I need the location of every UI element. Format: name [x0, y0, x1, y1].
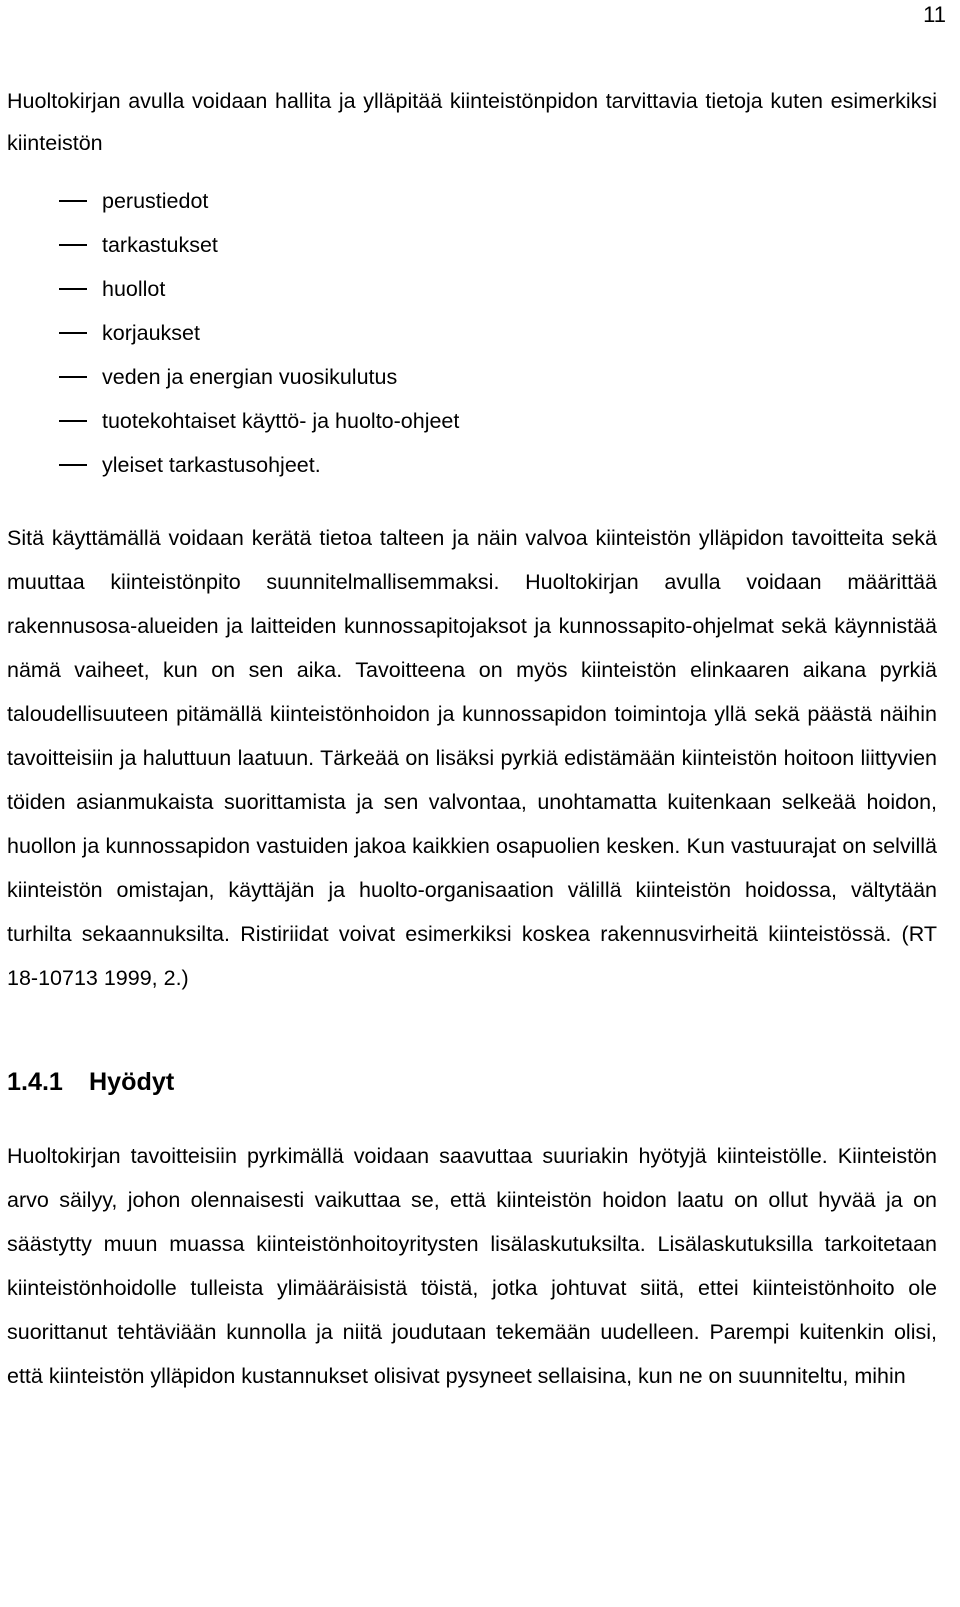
list-item: huollot [7, 267, 937, 311]
dash-bullet-icon [59, 244, 87, 246]
list-item: perustiedot [7, 179, 937, 223]
section-heading [7, 1062, 937, 1102]
dash-bullet-icon [59, 288, 87, 290]
list-item: yleiset tarkastusohjeet. [7, 443, 937, 487]
dash-bullet-icon [59, 200, 87, 202]
list-item: korjaukset [7, 311, 937, 355]
dash-bullet-icon [59, 376, 87, 378]
list-item: veden ja energian vuosikulutus [7, 355, 937, 399]
section-title: Hyödyt [89, 1068, 175, 1096]
page-number: 11 [923, 2, 946, 27]
dash-bullet-icon [59, 464, 87, 466]
section-number: 1.4.1 [7, 1068, 63, 1096]
bullet-list [7, 179, 937, 487]
body-paragraph-2: Huoltokirjan tavoitteisiin pyrkimällä voidaan saavuttaa suuriakin hyötyjä kiinteistölle. Kiinteistön arvo säilyy, johon olennaisesti vaikuttaa se, että kiinteistön hoidon laatu on ollut hyvää ja on säästytty muun muassa kiinteistönhoitoyritysten lisälaskutuksilta. Lisälaskutuksilla tarkoitetaan kiinteistönhoidolle tulleista ylimääräisistä töistä, jotka johtuvat siitä, ettei kiinteistönhoito ole suorittanut tehtäviään kunnolla ja niitä joudutaan tekemään uudelleen. Parempi kuitenkin olisi, että kiinteistön ylläpidon kustannukset olisivat pysyneet sellaisina, kun ne on suunniteltu, mihin [7, 1144, 937, 1388]
dash-bullet-icon [59, 420, 87, 422]
list-item: tarkastukset [7, 223, 937, 267]
document-body [7, 80, 937, 1398]
list-item: tuotekohtaiset käyttö- ja huolto-ohjeet [7, 399, 937, 443]
body-paragraph-1: Sitä käyttämällä voidaan kerätä tietoa talteen ja näin valvoa kiinteistön ylläpidon tavoitteita sekä muuttaa kiinteistönpito suunnitelmallisemmaksi. Huoltokirjan avulla voidaan määrittää rakennusosa-alueiden ja laitteiden kunnossapitojaksot ja kunnossapito-ohjelmat sekä käynnistää nämä vaiheet, kun on sen aika. Tavoitteena on myös kiinteistön elinkaaren aikana pyrkiä taloudellisuuteen pitämällä kiinteistönhoidon ja kunnossapidon toimintoja yllä sekä päästä näihin tavoitteisiin ja haluttuun laatuun. Tärkeää on lisäksi pyrkiä edistämään kiinteistön hoitoon liittyvien töiden asianmukaista suorittamista ja sen valvontaa, unohtamatta kuitenkaan selkeää hoidon, huollon ja kunnossapidon vastuiden jakoa kaikkien osapuolien kesken. Kun vastuurajat on selvillä kiinteistön omistajan, käyttäjän ja huolto-organisaation välillä kiinteistön hoidossa, vältytään turhilta sekaannuksilta. Ristiriidat voivat esimerkiksi koskea rakennusvirheitä kiinteistössä. (RT 18-10713 1999, 2.) [7, 526, 937, 990]
dash-bullet-icon [59, 332, 87, 334]
intro-paragraph: Huoltokirjan avulla voidaan hallita ja ylläpitää kiinteistönpidon tarvittavia tietoja kuten esimerkiksi kiinteistön [7, 89, 937, 155]
